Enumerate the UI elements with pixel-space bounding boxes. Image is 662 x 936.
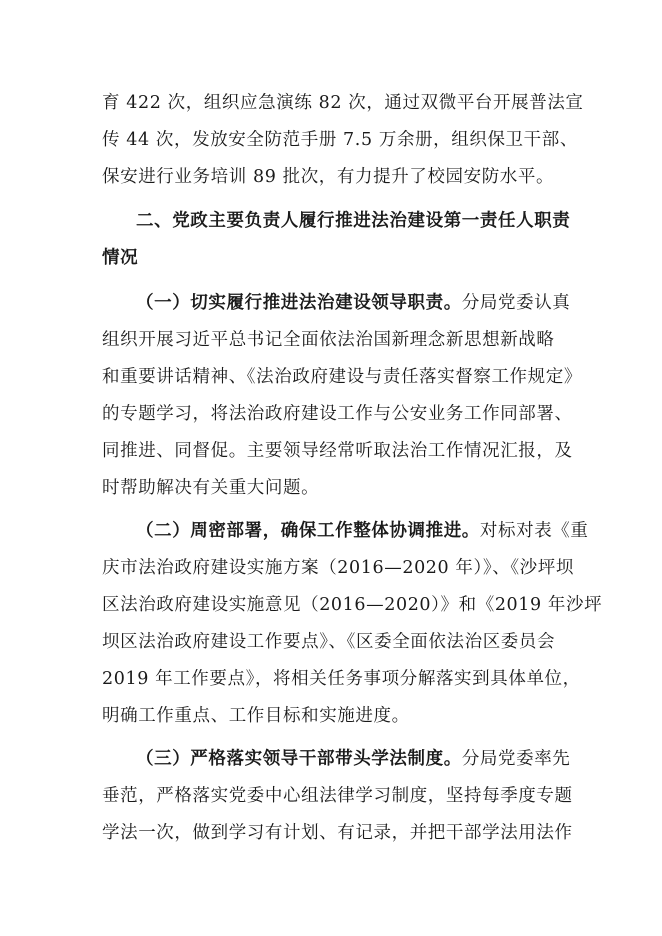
item-first-rest: 对标对表《重 [479, 521, 589, 541]
item-lead: （二）周密部署，确保工作整体协调推进。 [136, 521, 480, 541]
item-lead: （三）严格落实领导干部带头学法制度。 [136, 749, 462, 769]
paragraph-line: 时帮助解决有关重大问题。 [102, 478, 320, 498]
item-lead: （一）切实履行推进法治建设领导职责。 [136, 293, 462, 313]
paragraph-line: 庆市法治政府建设实施方案（2016—2020 年）》、《沙坪坝 [102, 558, 574, 578]
paragraph-line: 的专题学习，将法治政府建设工作与公安业务工作同部署、 [102, 404, 573, 424]
item-first-line [136, 520, 589, 542]
item-first-rest: 分局党委率先 [461, 749, 571, 769]
paragraph-line: 2019 年工作要点》，将相关任务事项分解落实到具体单位， [102, 669, 581, 689]
paragraph-line: 区法治政府建设实施意见（2016—2020）》和《2019 年沙坪 [102, 595, 603, 615]
section-heading-line: 情况 [102, 248, 139, 268]
section-heading-line: 二、党政主要负责人履行推进法治建设第一责任人职责 [136, 211, 571, 231]
paragraph-line: 和重要讲话精神、《法治政府建设与责任落实督察工作规定》 [102, 367, 582, 387]
paragraph-line: 明确工作重点、工作目标和实施进度。 [102, 706, 410, 726]
paragraph-line: 坝区法治政府建设工作要点》、《区委全面依法治区委员会 [102, 632, 556, 652]
paragraph-line: 垂范，严格落实党委中心组法律学习制度，坚持每季度专题 [102, 786, 573, 806]
item-first-line [136, 748, 570, 770]
paragraph-line: 育 422 次，组织应急演练 82 次，通过双微平台开展普法宣 [102, 93, 584, 113]
paragraph-line: 保安进行业务培训 89 批次，有力提升了校园安防水平。 [102, 167, 555, 187]
paragraph-line: 组织开展习近平总书记全面依法治国新理念新思想新战略 [102, 330, 555, 350]
item-first-line [136, 292, 570, 314]
paragraph-line: 传 44 次，发放安全防范手册 7.5 万余册，组织保卫干部、 [102, 130, 578, 150]
paragraph-line: 同推进、同督促。主要领导经常听取法治工作情况汇报，及 [102, 441, 573, 461]
item-first-rest: 分局党委认真 [461, 293, 571, 313]
paragraph-line: 学法一次，做到学习有计划、有记录，并把干部学法用法作 [102, 823, 573, 843]
